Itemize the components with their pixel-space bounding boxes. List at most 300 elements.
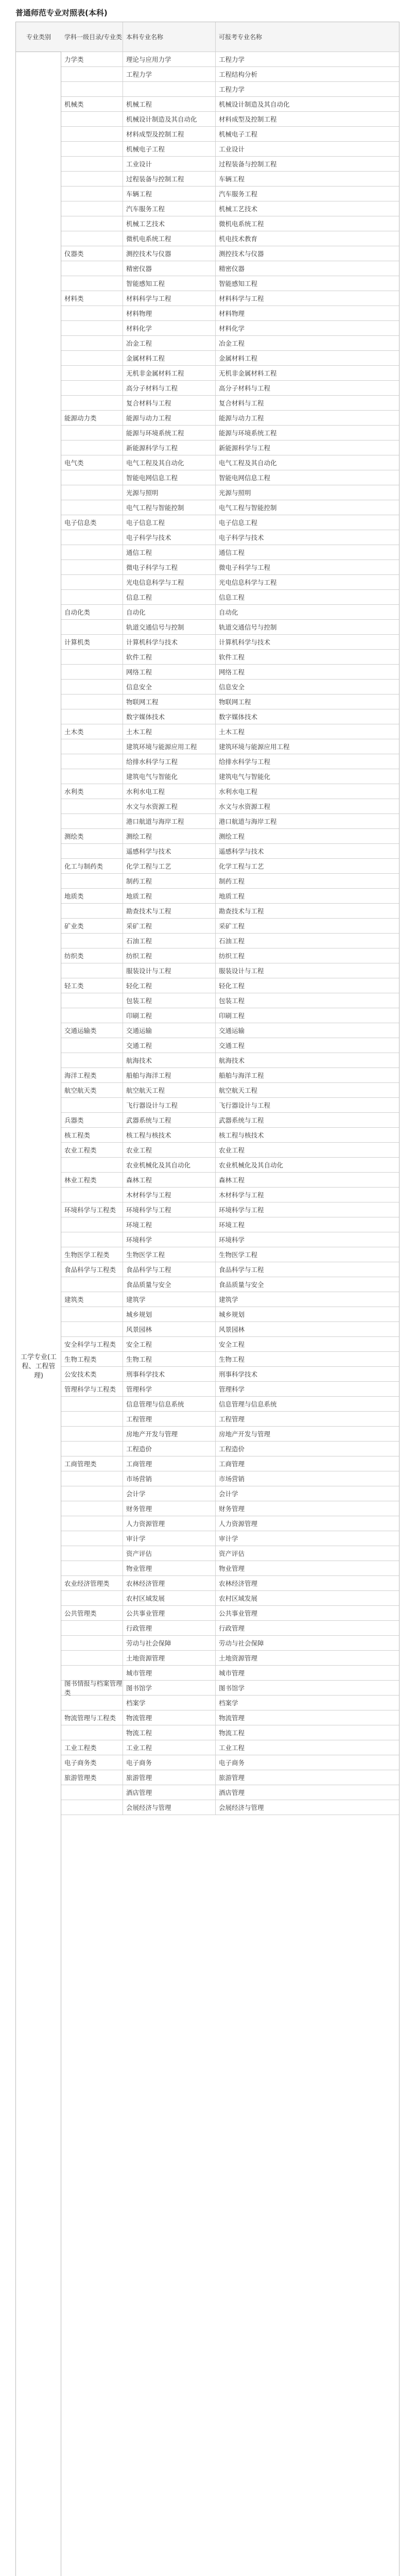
table-row	[61, 919, 399, 934]
table-row	[61, 515, 399, 530]
table-cell: 工商管理类	[61, 1456, 123, 1471]
table-cell: 智能感知工程	[219, 280, 258, 287]
table-cell: 工商管理	[219, 1460, 245, 1468]
table-cell: 农村区域发展	[219, 1595, 258, 1602]
table-cell: 工程力学	[123, 67, 216, 81]
table-cell: 工程结构分析	[219, 71, 258, 78]
table-cell: 环境科学与工程类	[61, 1202, 123, 1217]
table-cell	[61, 560, 123, 574]
table-cell: 工程造价	[219, 1445, 245, 1453]
table-row	[61, 142, 399, 157]
table-row	[61, 1681, 399, 1696]
table-cell: 物业管理	[123, 1561, 216, 1575]
table-cell: 机电技术教育	[219, 235, 258, 243]
table-cell: 建筑电气与智能化	[219, 773, 271, 781]
table-row	[61, 1188, 399, 1202]
table-cell: 建筑环境与能源应用工程	[219, 743, 290, 751]
table-cell: 采矿工程	[219, 922, 245, 930]
table-cell: 水利水电工程	[123, 784, 216, 799]
table-cell: 测绘工程	[219, 833, 245, 840]
table-cell: 机械电子工程	[219, 130, 258, 138]
table-cell: 材料化学	[123, 321, 216, 335]
table-cell: 电子信息类	[61, 515, 123, 530]
table-cell: 工程力学	[219, 56, 245, 63]
table-cell	[61, 1501, 123, 1516]
table-cell: 劳动与社会保障	[219, 1639, 264, 1647]
table-cell	[61, 590, 123, 604]
table-cell	[61, 381, 123, 395]
table-cell: 勘查技术与工程	[123, 904, 216, 918]
table-row	[61, 470, 399, 485]
table-cell: 地质工程	[123, 889, 216, 903]
table-cell: 遥感科学与技术	[123, 844, 216, 858]
table-row	[61, 1083, 399, 1098]
table-cell: 木材科学与工程	[219, 1191, 264, 1199]
table-row	[61, 1636, 399, 1651]
table-cell: 城市管理	[219, 1669, 245, 1677]
table-row	[61, 1696, 399, 1710]
table-cell: 电子商务类	[61, 1755, 123, 1770]
table-cell	[61, 1277, 123, 1292]
table-row	[61, 1412, 399, 1427]
table-cell: 能源与环境系统工程	[123, 426, 216, 440]
table-cell: 财务管理	[123, 1501, 216, 1516]
table-cell	[61, 112, 123, 126]
table-row	[61, 1486, 399, 1501]
table-cell	[61, 1561, 123, 1575]
table-row	[61, 1785, 399, 1800]
table-cell: 信息管理与信息系统	[123, 1397, 216, 1411]
table-row	[61, 1710, 399, 1725]
table-cell	[61, 1636, 123, 1650]
table-row	[61, 1770, 399, 1785]
table-cell: 刑事科学技术	[123, 1367, 216, 1381]
table-cell	[61, 1651, 123, 1665]
category-header: 专业类别	[16, 22, 61, 52]
table-cell	[61, 1427, 123, 1441]
table-cell: 仪器类	[61, 246, 123, 261]
table-cell: 微电子科学与工程	[219, 564, 271, 571]
table-row	[61, 1621, 399, 1636]
table-cell: 刑事科学技术	[219, 1370, 258, 1378]
table-cell: 交通运输类	[61, 1023, 123, 1038]
table-row	[61, 231, 399, 246]
table-cell: 财务管理	[219, 1505, 245, 1513]
table-cell	[61, 172, 123, 186]
table-cell: 图书情报与档案管理类	[61, 1681, 123, 1695]
table-cell: 电气工程与智能控制	[219, 504, 277, 512]
table-cell	[61, 306, 123, 320]
table-row	[61, 127, 399, 142]
table-row	[61, 1755, 399, 1770]
table-cell: 环境工程	[219, 1221, 245, 1229]
table-cell: 工业设计	[123, 157, 216, 171]
table-cell	[61, 620, 123, 634]
table-row	[61, 1098, 399, 1113]
table-cell: 机械电子工程	[123, 142, 216, 156]
table-cell: 电气工程与智能控制	[123, 500, 216, 515]
table-cell	[61, 82, 123, 96]
table-row	[61, 859, 399, 874]
table-cell	[61, 276, 123, 291]
table-row	[61, 1262, 399, 1277]
table-row	[61, 1038, 399, 1053]
table-cell: 高分子材料与工程	[219, 384, 271, 392]
table-row	[61, 97, 399, 112]
table-cell: 光源与照明	[123, 485, 216, 500]
table-cell	[61, 709, 123, 724]
table-cell: 汽车服务工程	[219, 190, 258, 198]
table-row	[61, 500, 399, 515]
table-cell: 电子科学与技术	[219, 534, 264, 541]
table-row	[61, 1143, 399, 1158]
table-cell: 旅游管理类	[61, 1770, 123, 1785]
table-cell: 森林工程	[123, 1173, 216, 1187]
table-cell: 建筑学	[123, 1292, 216, 1307]
table-cell: 房地产开发与管理	[123, 1427, 216, 1441]
table-cell: 人力资源管理	[123, 1516, 216, 1531]
table-cell: 轻工类	[61, 978, 123, 993]
table-cell	[61, 321, 123, 335]
table-cell: 城市管理	[123, 1666, 216, 1680]
table-cell: 会展经济与管理	[219, 1804, 264, 1811]
table-row	[61, 650, 399, 665]
table-cell: 光源与照明	[219, 489, 251, 497]
table-cell	[61, 1785, 123, 1800]
table-cell: 市场营销	[123, 1471, 216, 1486]
table-cell: 工程力学	[219, 86, 245, 93]
table-cell: 水利类	[61, 784, 123, 799]
table-cell: 房地产开发与管理	[219, 1430, 271, 1438]
table-cell: 电气类	[61, 455, 123, 470]
table-cell: 审计学	[123, 1531, 216, 1546]
table-cell: 金属材料工程	[219, 354, 258, 362]
table-cell: 网络工程	[123, 665, 216, 679]
table-header-row	[61, 22, 399, 52]
table-cell: 档案学	[123, 1696, 216, 1710]
table-row	[61, 1427, 399, 1442]
table-cell: 机械工程	[123, 97, 216, 111]
table-cell	[61, 545, 123, 560]
table-row	[61, 545, 399, 560]
table-cell: 机械工艺技术	[123, 216, 216, 231]
table-cell: 包装工程	[123, 993, 216, 1008]
table-row	[61, 52, 399, 67]
table-cell: 化工与制药类	[61, 859, 123, 873]
table-cell: 测控技术与仪器	[219, 250, 264, 258]
table-cell	[61, 650, 123, 664]
category-column	[16, 22, 61, 2576]
table-cell	[61, 261, 123, 276]
table-cell: 环境科学与工程	[123, 1202, 216, 1217]
table-cell	[61, 500, 123, 515]
table-cell	[61, 934, 123, 948]
table-cell: 兵器类	[61, 1113, 123, 1127]
table-row	[61, 680, 399, 694]
table-cell: 管理科学与工程类	[61, 1382, 123, 1396]
table-cell: 农业机械化及其自动化	[219, 1161, 284, 1169]
table-cell	[61, 814, 123, 828]
table-cell: 电子科学与技术	[123, 530, 216, 545]
table-cell: 通信工程	[123, 545, 216, 560]
table-cell: 材料物理	[123, 306, 216, 320]
table-row	[61, 1247, 399, 1262]
table-cell: 纺织工程	[123, 948, 216, 963]
table-cell: 计算机科学与技术	[219, 638, 271, 646]
table-cell: 石油工程	[219, 937, 245, 945]
table-row	[61, 904, 399, 919]
table-cell: 计算机科学与技术	[123, 635, 216, 649]
table-cell: 微机电系统工程	[123, 231, 216, 246]
table-cell: 机械工艺技术	[219, 205, 258, 213]
table-cell: 生物工程类	[61, 1352, 123, 1366]
table-cell: 公共管理类	[61, 1606, 123, 1620]
table-row	[61, 336, 399, 351]
table-cell: 智能感知工程	[123, 276, 216, 291]
table-cell: 武器系统与工程	[219, 1116, 264, 1124]
table-cell: 化学工程与工艺	[123, 859, 216, 873]
table-cell: 建筑环境与能源应用工程	[123, 739, 216, 754]
table-cell: 土地资源管理	[219, 1654, 258, 1662]
table-cell: 信息安全	[123, 680, 216, 694]
table-row	[61, 665, 399, 680]
table-cell: 工业工程类	[61, 1740, 123, 1755]
table-cell: 地质工程	[219, 892, 245, 900]
table-row	[61, 187, 399, 201]
table-cell: 农村区域发展	[123, 1591, 216, 1605]
table-row	[61, 1382, 399, 1397]
table-row	[61, 605, 399, 620]
table-cell: 机械设计制造及其自动化	[219, 100, 290, 108]
table-cell: 安全工程	[123, 1337, 216, 1351]
table-cell: 生物医学工程类	[61, 1247, 123, 1262]
table-row	[61, 993, 399, 1008]
table-cell	[61, 1591, 123, 1605]
table-row	[61, 1202, 399, 1217]
table-cell: 核工程与核技术	[219, 1131, 264, 1139]
table-cell: 劳动与社会保障	[123, 1636, 216, 1650]
table-row	[61, 1023, 399, 1038]
table-cell: 市场营销	[219, 1475, 245, 1483]
table-row	[61, 1651, 399, 1666]
table-body	[61, 22, 399, 1815]
table-cell	[61, 1516, 123, 1531]
table-cell: 农业工程	[219, 1146, 245, 1154]
table-cell: 汽车服务工程	[123, 201, 216, 216]
table-row	[61, 1591, 399, 1606]
table-cell	[61, 187, 123, 201]
table-cell: 工业工程	[219, 1744, 245, 1752]
table-cell	[61, 470, 123, 485]
table-cell: 通信工程	[219, 549, 245, 556]
table-row	[61, 754, 399, 769]
table-cell: 会展经济与管理	[123, 1800, 216, 1815]
table-cell	[61, 336, 123, 350]
table-row	[61, 784, 399, 799]
table-cell: 建筑学	[219, 1296, 238, 1303]
table-cell: 农业工程	[123, 1143, 216, 1157]
table-row	[61, 1606, 399, 1621]
table-cell	[61, 799, 123, 814]
table-cell: 林业工程类	[61, 1173, 123, 1187]
table-cell: 纺织类	[61, 948, 123, 963]
table-row	[61, 978, 399, 993]
table-cell: 港口航道与海岸工程	[219, 818, 277, 825]
table-cell	[61, 739, 123, 754]
table-cell: 计算机类	[61, 635, 123, 649]
table-cell: 工商管理	[123, 1456, 216, 1471]
table-cell: 城乡规划	[219, 1311, 245, 1318]
table-cell: 材料科学与工程	[123, 291, 216, 306]
table-cell: 信息安全	[219, 683, 245, 691]
table-cell	[61, 127, 123, 141]
table-cell: 风景园林	[219, 1326, 245, 1333]
table-cell: 环境科学	[123, 1232, 216, 1247]
table-cell	[61, 993, 123, 1008]
table-cell	[61, 1442, 123, 1456]
header-col2: 本科专业名称	[123, 22, 216, 52]
table-cell: 航海技术	[219, 1057, 245, 1064]
table-cell	[61, 680, 123, 694]
table-cell: 行政管理	[123, 1621, 216, 1635]
table-cell: 海洋工程类	[61, 1068, 123, 1082]
table-cell: 给排水科学与工程	[219, 758, 271, 766]
table-cell: 图书馆学	[123, 1681, 216, 1695]
table-cell: 印刷工程	[219, 1012, 245, 1020]
table-cell: 网络工程	[219, 668, 245, 676]
table-row	[61, 67, 399, 82]
table-row	[61, 112, 399, 127]
table-row	[61, 1008, 399, 1023]
table-cell: 冶金工程	[123, 336, 216, 350]
table-cell: 建筑类	[61, 1292, 123, 1307]
table-cell: 数字媒体技术	[123, 709, 216, 724]
table-cell	[61, 1486, 123, 1501]
table-cell: 水利水电工程	[219, 788, 258, 795]
table-row	[61, 381, 399, 396]
table-cell: 自动化	[219, 608, 238, 616]
table-cell: 电子信息工程	[219, 519, 258, 527]
major-table	[15, 22, 399, 2576]
table-cell: 能源与环境系统工程	[219, 429, 277, 437]
table-cell: 物联网工程	[123, 694, 216, 709]
table-row	[61, 1158, 399, 1173]
table-cell	[61, 366, 123, 380]
table-cell: 水文与水资源工程	[123, 799, 216, 814]
table-cell: 矿业类	[61, 919, 123, 933]
table-cell: 木材科学与工程	[123, 1188, 216, 1202]
table-row	[61, 1531, 399, 1546]
table-row	[61, 1397, 399, 1412]
table-row	[61, 201, 399, 216]
table-cell: 生物工程	[219, 1355, 245, 1363]
table-cell	[61, 1038, 123, 1053]
table-cell: 高分子材料与工程	[123, 381, 216, 395]
table-cell: 资产评估	[219, 1550, 245, 1557]
table-row	[61, 769, 399, 784]
table-cell: 金属材料工程	[123, 351, 216, 365]
table-cell: 能源与动力工程	[123, 411, 216, 425]
table-cell: 食品科学与工程	[219, 1266, 264, 1274]
table-cell: 土木工程	[219, 728, 245, 736]
table-row	[61, 1546, 399, 1561]
table-cell	[61, 1471, 123, 1486]
table-cell	[61, 396, 123, 410]
table-cell: 测控技术与仪器	[123, 246, 216, 261]
table-cell: 土地资源管理	[123, 1651, 216, 1665]
table-cell: 精密仪器	[219, 265, 245, 273]
table-cell: 制药工程	[123, 874, 216, 888]
table-cell	[61, 1098, 123, 1112]
table-cell: 数字媒体技术	[219, 713, 258, 721]
table-row	[61, 1322, 399, 1337]
table-cell: 信息工程	[219, 594, 245, 601]
table-cell	[61, 1008, 123, 1023]
table-cell: 工程造价	[123, 1442, 216, 1456]
table-cell: 勘查技术与工程	[219, 907, 264, 915]
table-row	[61, 814, 399, 829]
table-cell: 工程管理	[123, 1412, 216, 1426]
table-cell	[61, 201, 123, 216]
table-cell	[61, 1666, 123, 1680]
table-cell	[61, 1397, 123, 1411]
table-row	[61, 306, 399, 321]
table-cell: 测绘类	[61, 829, 123, 843]
table-cell: 航空航天类	[61, 1083, 123, 1097]
table-cell: 自动化类	[61, 605, 123, 619]
table-cell: 旅游管理	[219, 1774, 245, 1782]
table-row	[61, 874, 399, 889]
table-row	[61, 1516, 399, 1531]
table-cell	[61, 963, 123, 978]
table-row	[61, 426, 399, 440]
table-row	[61, 799, 399, 814]
table-cell: 土木工程	[123, 724, 216, 739]
table-cell: 档案学	[219, 1699, 238, 1707]
table-cell: 酒店管理	[123, 1785, 216, 1800]
table-cell: 轨道交通信号与控制	[123, 620, 216, 634]
table-cell: 生物医学工程	[219, 1251, 258, 1259]
table-row	[61, 1128, 399, 1143]
table-cell: 农林经济管理	[123, 1576, 216, 1590]
table-cell	[61, 874, 123, 888]
table-row	[61, 694, 399, 709]
table-cell: 采矿工程	[123, 919, 216, 933]
table-cell: 服装设计与工程	[219, 967, 264, 975]
table-row	[61, 1337, 399, 1352]
table-row	[61, 455, 399, 470]
table-cell	[61, 844, 123, 858]
table-cell: 物业管理	[219, 1565, 245, 1572]
table-cell: 环境科学	[219, 1236, 245, 1244]
table-cell	[61, 769, 123, 784]
table-row	[61, 844, 399, 859]
table-cell	[61, 1531, 123, 1546]
table-cell: 给排水科学与工程	[123, 754, 216, 769]
table-cell: 机械设计制造及其自动化	[123, 112, 216, 126]
table-row	[61, 1501, 399, 1516]
table-cell: 行政管理	[219, 1624, 245, 1632]
table-cell: 食品质量与安全	[219, 1281, 264, 1289]
table-cell: 纺织工程	[219, 952, 245, 960]
table-cell: 新能源科学与工程	[219, 444, 271, 452]
table-cell: 交通运输	[123, 1023, 216, 1038]
header-col3: 可报考专业名称	[219, 33, 263, 41]
table-cell: 光电信息科学与工程	[219, 579, 277, 586]
table-cell: 农林经济管理	[219, 1580, 258, 1587]
table-row	[61, 216, 399, 231]
table-cell: 工程管理	[219, 1415, 245, 1423]
